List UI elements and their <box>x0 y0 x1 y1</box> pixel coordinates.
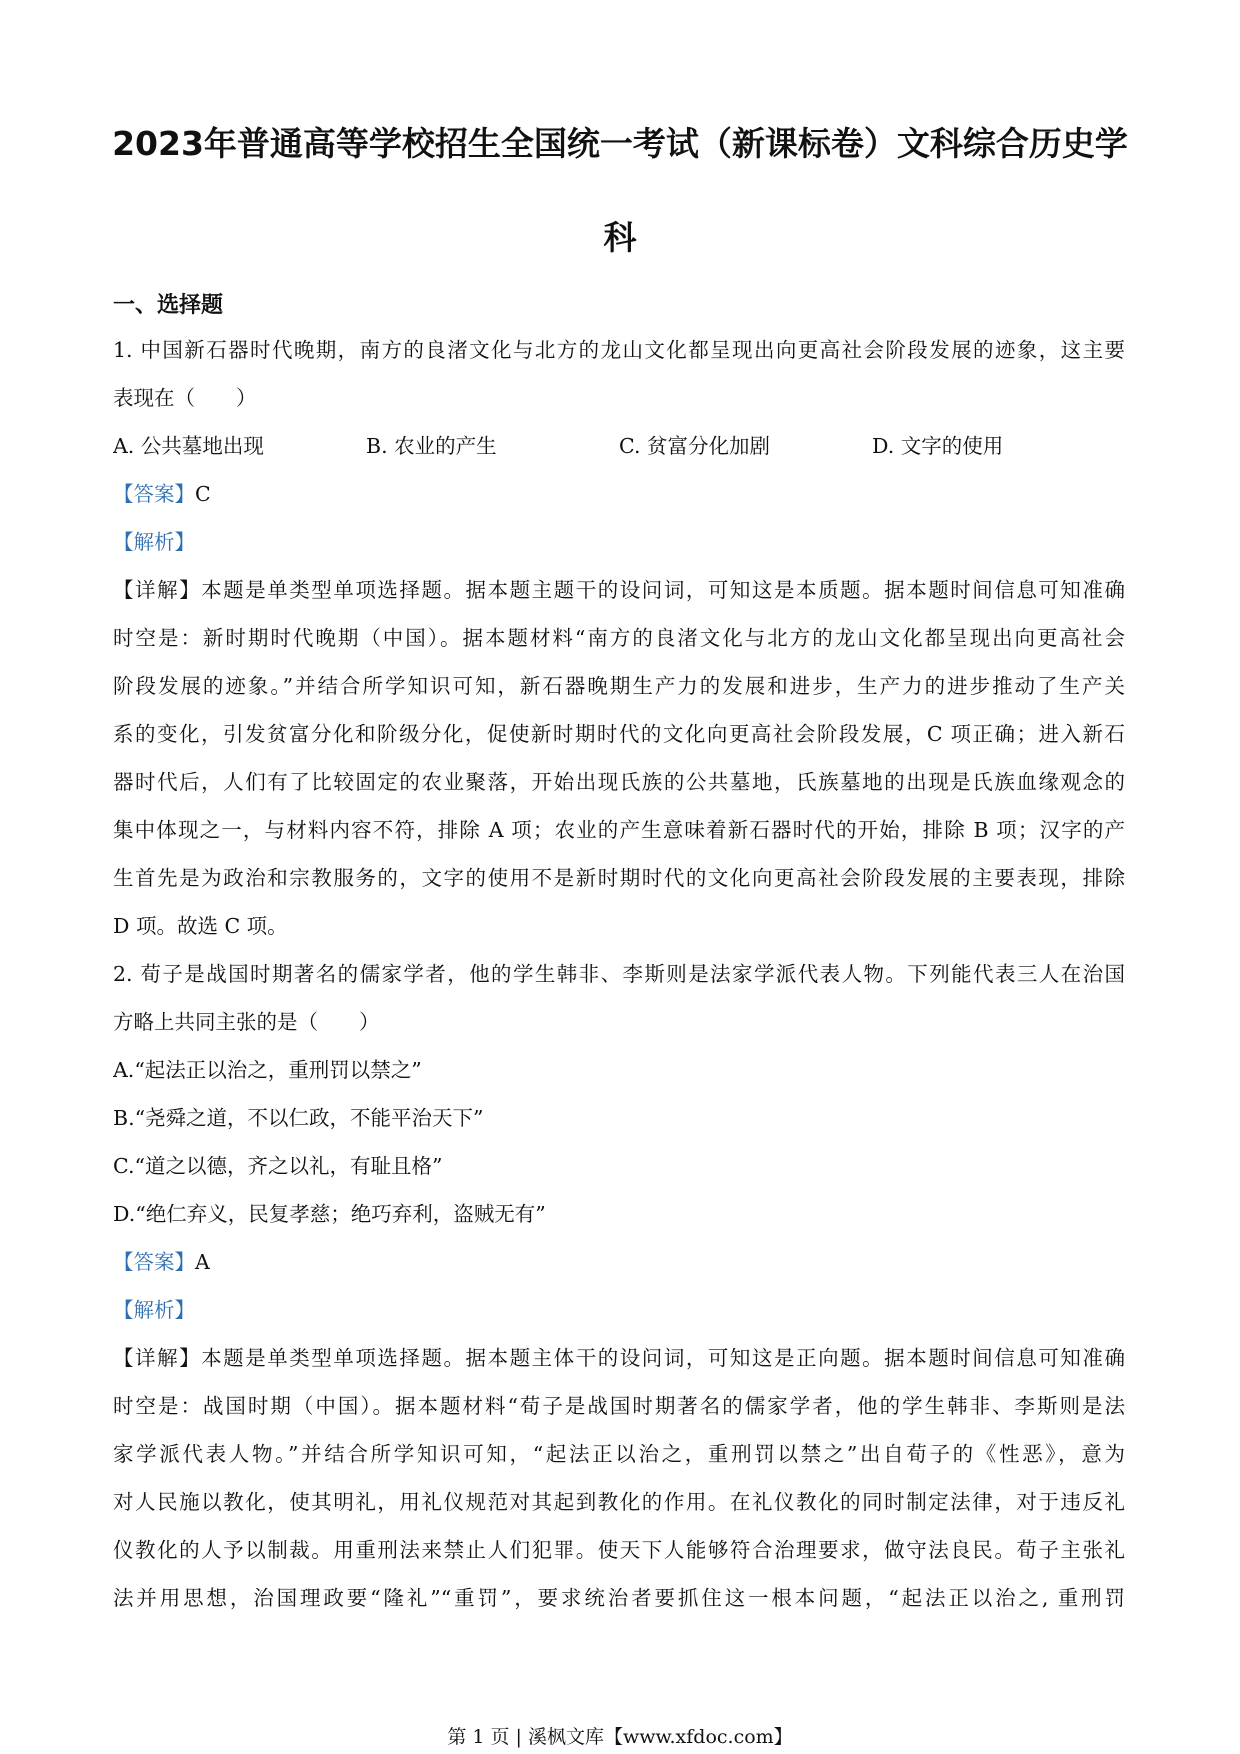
q2-detail-line: 家学派代表人物。”并结合所学知识可知，“起法正以治之，重刑罚以禁之”出自荀子的《性恶》，意为 <box>113 1442 1125 1466</box>
q1-option-d: D. 文字的使用 <box>872 434 1004 458</box>
q1-detail-line: 阶段发展的迹象。”并结合所学知识可知，新石器晚期生产力的发展和进步，生产力的进步推动了生产关 <box>113 674 1125 698</box>
q1-option-c: C. 贫富分化加剧 <box>619 434 770 458</box>
answer-label: 【答案】 <box>113 1250 195 1274</box>
q2-option-c: C.“道之以德，齐之以礼，有耻且格” <box>113 1154 443 1178</box>
q1-detail-line: 系的变化，引发贫富分化和阶级分化，促使新时期时代的文化向更高社会阶段发展，C 项正确；进入新石 <box>113 722 1125 746</box>
q1-stem-line: 1. 中国新石器时代晚期，南方的良渚文化与北方的龙山文化都呈现出向更高社会阶段发展的迹象，这主要 <box>113 338 1125 362</box>
q2-stem-line: 方略上共同主张的是（ ） <box>113 1010 380 1034</box>
q1-detail-line: 【详解】本题是单类型单项选择题。据本题主题干的设问词，可知这是本质题。据本题时间信息可知准确 <box>113 578 1125 602</box>
q1-detail-line: 时空是：新时期时代晚期（中国）。据本题材料“南方的良渚文化与北方的龙山文化都呈现出向更高社会 <box>113 626 1125 650</box>
q1-detail-line: D 项。故选 C 项。 <box>113 914 288 938</box>
q1-stem-line: 表现在（ ） <box>113 386 257 410</box>
document-body <box>113 326 1125 1622</box>
q2-option-d: D.“绝仁弃义，民复孝慈；绝巧弃利，盗贼无有” <box>113 1202 546 1226</box>
q2-detail-line: 时空是：战国时期（中国）。据本题材料“荀子是战国时期著名的儒家学者，他的学生韩非、李斯则是法 <box>113 1394 1125 1418</box>
q1-analysis-label: 【解析】 <box>113 530 195 554</box>
q1-options <box>113 422 1125 470</box>
q2-detail-line: 法并用思想，治国理政要“隆礼”“重罚”，要求统治者要抓住这一根本问题，“起法正以治之, 重刑罚 <box>113 1586 1125 1610</box>
q1-detail-line: 器时代后，人们有了比较固定的农业聚落，开始出现氏族的公共墓地，氏族墓地的出现是氏族血缘观念的 <box>113 770 1125 794</box>
q2-analysis-label: 【解析】 <box>113 1298 195 1322</box>
q1-answer <box>113 470 1125 518</box>
q2-detail-line: 【详解】本题是单类型单项选择题。据本题主体干的设问词，可知这是正向题。据本题时间信息可知准确 <box>113 1346 1125 1370</box>
answer-label: 【答案】 <box>113 482 195 506</box>
q2-answer <box>113 1238 1125 1286</box>
q2-answer-value: A <box>195 1250 210 1274</box>
q1-option-a: A. 公共墓地出现 <box>113 434 264 458</box>
q1-answer-value: C <box>195 482 211 506</box>
q2-stem-line: 2. 荀子是战国时期著名的儒家学者，他的学生韩非、李斯则是法家学派代表人物。下列能代表三人在治国 <box>113 962 1125 986</box>
q1-option-b: B. 农业的产生 <box>366 434 497 458</box>
q1-detail-line: 生首先是为政治和宗教服务的，文字的使用不是新时期时代的文化向更高社会阶段发展的主要表现，排除 <box>113 866 1125 890</box>
q2-detail-line: 对人民施以教化，使其明礼，用礼仪规范对其起到教化的作用。在礼仪教化的同时制定法律，对于违反礼 <box>113 1490 1125 1514</box>
document-title-line2: 科 <box>603 218 637 257</box>
section-heading: 一、选择题 <box>113 293 224 318</box>
q1-detail-line: 集中体现之一，与材料内容不符，排除 A 项；农业的产生意味着新石器时代的开始，排除 B 项；汉字的产 <box>113 818 1125 842</box>
document-title-line1: 2023年普通高等学校招生全国统一考试（新课标卷）文科综合历史学 <box>112 124 1128 163</box>
q2-option-b: B.“尧舜之道，不以仁政，不能平治天下” <box>113 1106 484 1130</box>
q2-detail-line: 仪教化的人予以制裁。用重刑法来禁止人们犯罪。使天下人能够符合治理要求，做守法良民。荀子主张礼 <box>113 1538 1125 1562</box>
q2-option-a: A.“起法正以治之，重刑罚以禁之” <box>113 1058 422 1082</box>
page-footer: 第 1 页 | 溪枫文库【www.xfdoc.com】 <box>447 1726 793 1748</box>
